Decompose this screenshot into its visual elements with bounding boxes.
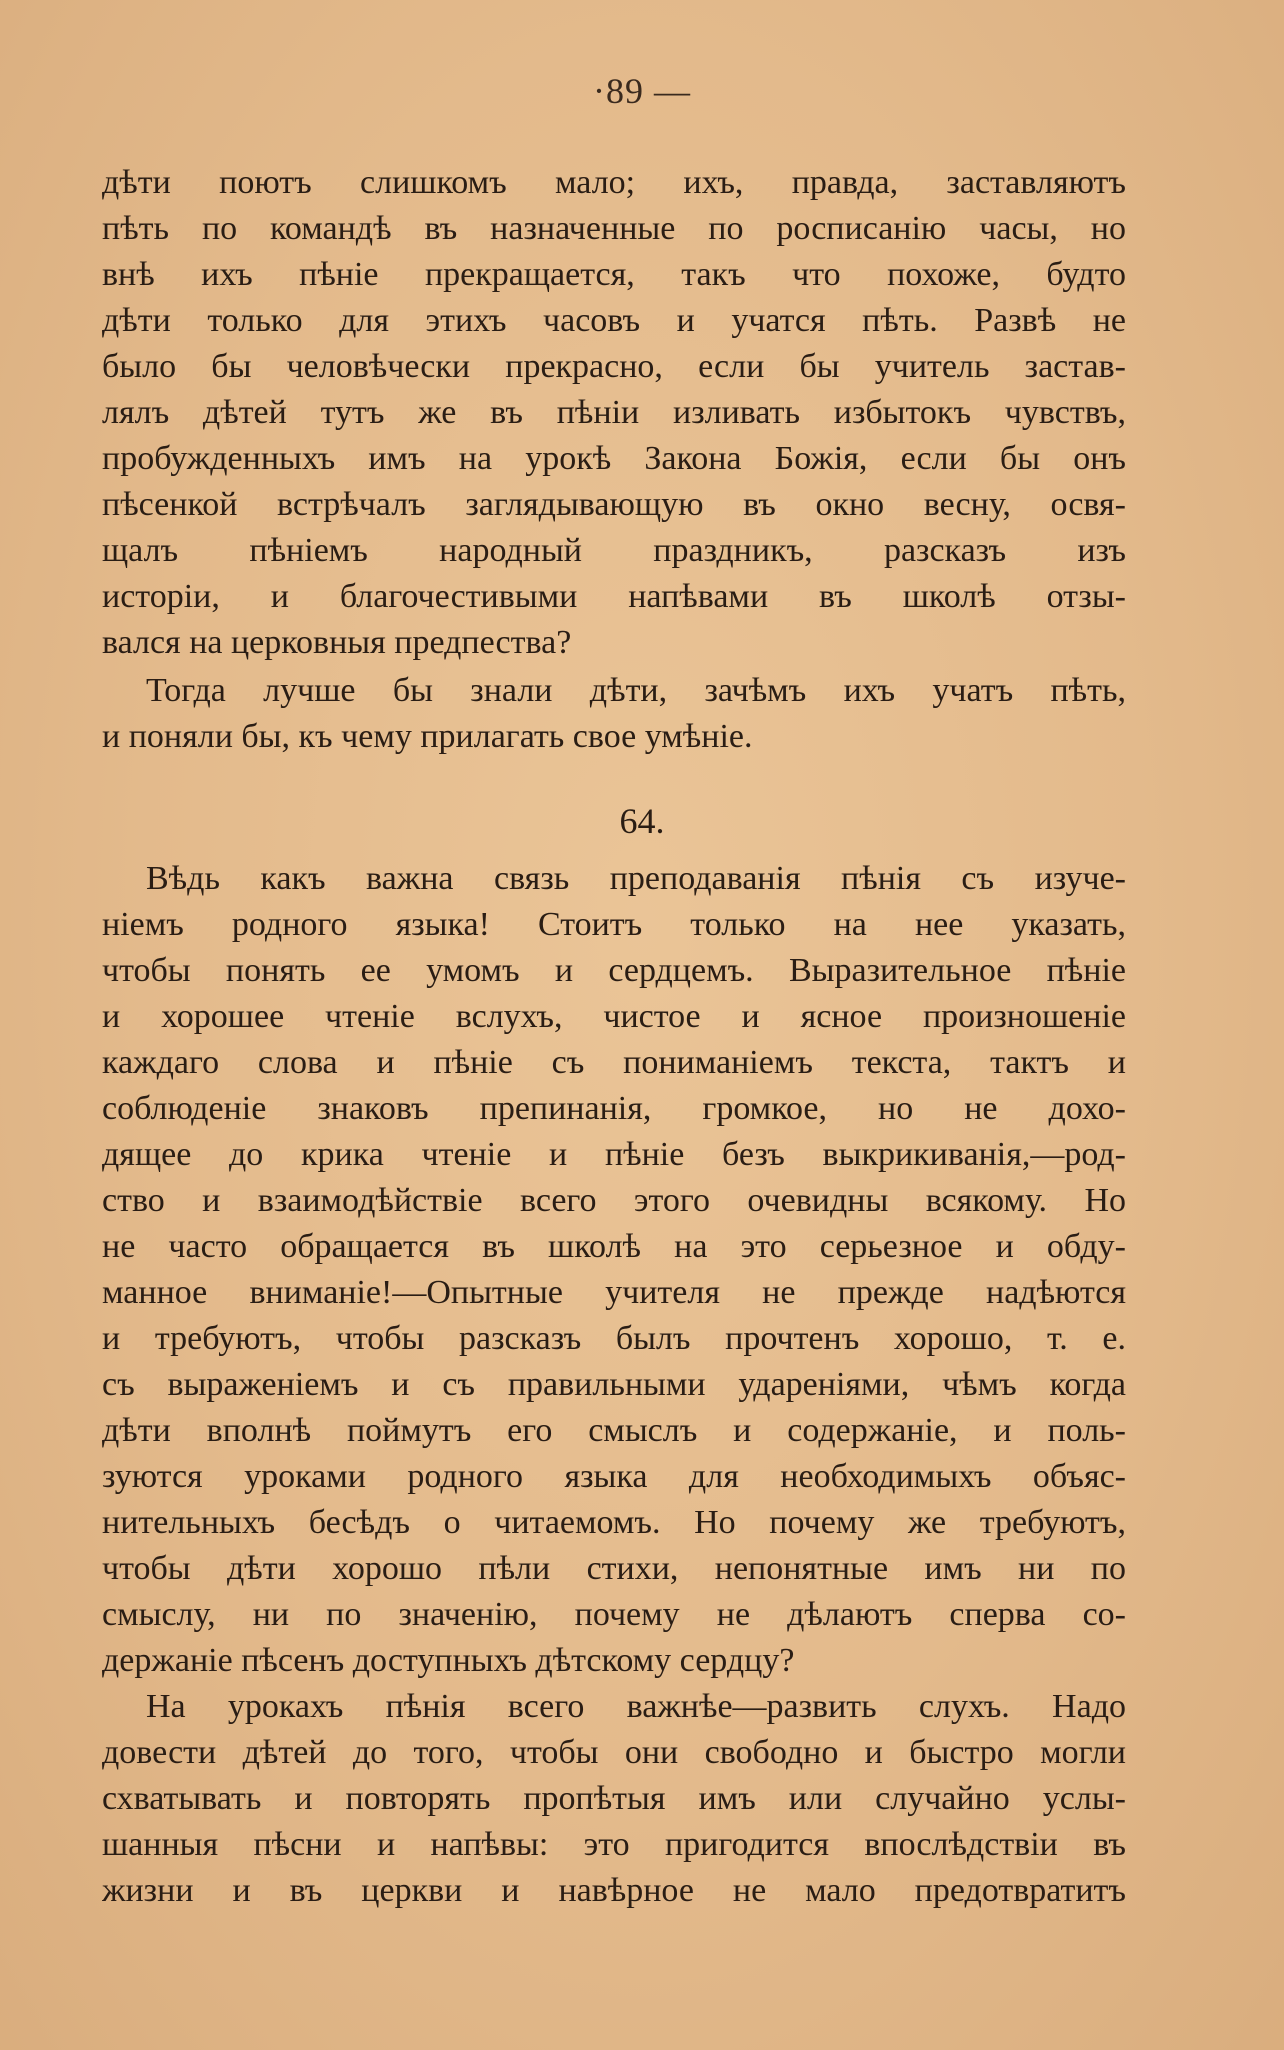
paragraph-3: [102, 856, 1126, 1684]
text-line: съ выраженіемъ и съ правильными удареніями, чѣмъ когда: [102, 1366, 1126, 1403]
text-line: щалъ пѣніемъ народный праздникъ, разсказъ изъ: [102, 532, 1126, 569]
text-line: дѣти поютъ слишкомъ мало; ихъ, правда, заставляютъ: [102, 164, 1126, 201]
text-line: пѣть по командѣ въ назначенные по росписанію часы, но: [102, 210, 1126, 247]
text-line: было бы человѣчески прекрасно, если бы учитель застав-: [102, 348, 1126, 385]
text-line: чтобы дѣти хорошо пѣли стихи, непонятные имъ ни по: [102, 1550, 1126, 1587]
text-line: дѣти вполнѣ поймутъ его смыслъ и содержаніе, и поль-: [102, 1412, 1126, 1449]
text-line: соблюденіе знаковъ препинанія, громкое, но не дохо-: [102, 1090, 1126, 1127]
text-line: внѣ ихъ пѣніе прекращается, такъ что похоже, будто: [102, 256, 1126, 293]
text-line: каждаго слова и пѣніе съ пониманіемъ текста, тактъ и: [102, 1044, 1126, 1081]
text-line: зуются уроками родного языка для необходимыхъ объяс-: [102, 1458, 1126, 1495]
text-line: шанныя пѣсни и напѣвы: это пригодится впослѣдствіи въ: [102, 1826, 1126, 1863]
text-line: лялъ дѣтей тутъ же въ пѣніи изливать избытокъ чувствъ,: [102, 394, 1126, 431]
text-line: На урокахъ пѣнія всего важнѣе—развить слухъ. Надо: [146, 1688, 1126, 1725]
text-line: смыслу, ни по значенію, почему не дѣлаютъ сперва со-: [102, 1596, 1126, 1633]
text-line: Вѣдь какъ важна связь преподаванія пѣнія съ изуче-: [146, 860, 1126, 897]
text-line: ство и взаимодѣйствіе всего этого очевидны всякому. Но: [102, 1182, 1126, 1219]
text-line: схватывать и повторять пропѣтыя имъ или случайно услы-: [102, 1780, 1126, 1817]
text-line: дѣти только для этихъ часовъ и учатся пѣть. Развѣ не: [102, 302, 1126, 339]
text-line: пробужденныхъ имъ на урокѣ Закона Божія, если бы онъ: [102, 440, 1126, 477]
text-line: довести дѣтей до того, чтобы они свободно и быстро могли: [102, 1734, 1126, 1771]
text-line: Тогда лучше бы знали дѣти, зачѣмъ ихъ учатъ пѣть,: [146, 672, 1126, 709]
paragraph-2: [102, 668, 1126, 760]
text-line: нительныхъ бесѣдъ о читаемомъ. Но почему же требуютъ,: [102, 1504, 1126, 1541]
text-line: держаніе пѣсенъ доступныхъ дѣтскому сердцу?: [102, 1642, 795, 1679]
paragraph-1: [102, 160, 1126, 666]
text-line: исторіи, и благочестивыми напѣвами въ школѣ отзы-: [102, 578, 1126, 615]
text-line: чтобы понять ее умомъ и сердцемъ. Выразительное пѣніе: [102, 952, 1126, 989]
text-line: жизни и въ церкви и навѣрное не мало предотвратитъ: [102, 1872, 1126, 1909]
page-number: ·89 —: [593, 71, 691, 111]
text-line: и поняли бы, къ чему прилагать свое умѣніе.: [102, 718, 753, 755]
section-number: 64.: [619, 801, 665, 841]
text-line: и требуютъ, чтобы разсказъ былъ прочтенъ хорошо, т. е.: [102, 1320, 1126, 1357]
text-line: дящее до крика чтеніе и пѣніе безъ выкрикиванія,—род-: [102, 1136, 1126, 1173]
text-line: ніемъ родного языка! Стоитъ только на нее указать,: [102, 906, 1126, 943]
text-line: пѣсенкой встрѣчалъ заглядывающую въ окно весну, освя-: [102, 486, 1126, 523]
text-line: не часто обращается въ школѣ на это серьезное и обду-: [102, 1228, 1126, 1265]
paragraph-4: [102, 1684, 1126, 1914]
text-line: манное вниманіе!—Опытные учителя не прежде надѣются: [102, 1274, 1126, 1311]
text-line: и хорошее чтеніе вслухъ, чистое и ясное произношеніе: [102, 998, 1126, 1035]
text-line: вался на церковныя предпества?: [102, 624, 572, 661]
